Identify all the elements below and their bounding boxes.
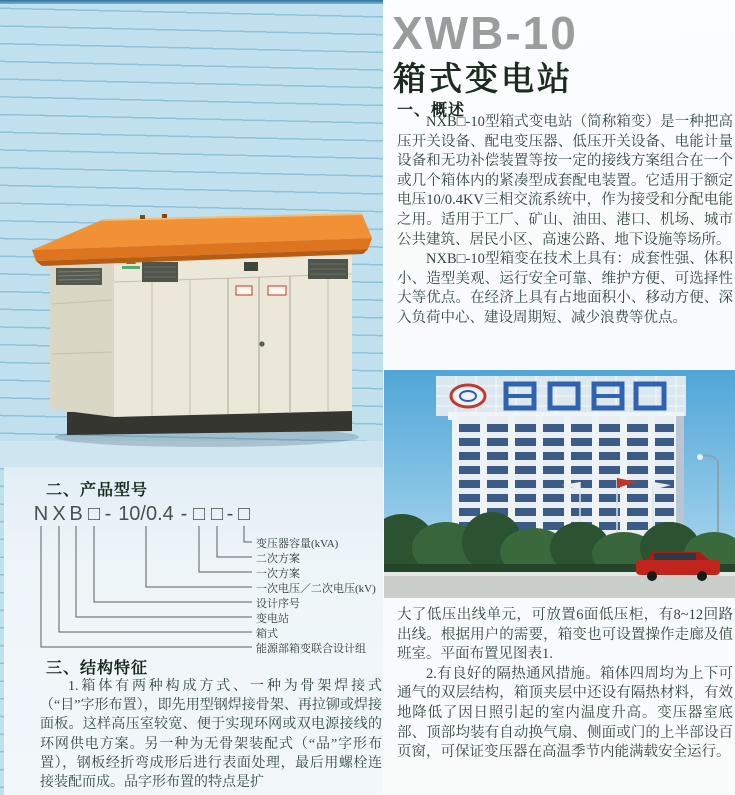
side-vent-grille [56, 268, 102, 285]
warning-label [268, 286, 286, 295]
model-code-part: - [180, 503, 188, 525]
model-code-part: - [104, 503, 112, 525]
model-code-part: B [69, 503, 83, 525]
nameplate [244, 262, 258, 271]
structure-paragraph: 1.箱体有两种构成方式、一种为骨架焊接式（“目”字形布置），即先用型钢焊接骨架、再拉铆或焊接面板。这样高压室较宽、便于实现环网或双电源接线的环网供电方案。另一种为无骨架装配式（“品”字形布置），钢板经折弯成形后进行表面处理，最后用螺栓连接装配而成。品字形布置的特点是扩 [40, 679, 382, 791]
model-label: 一次电压／二次电压(kV) [256, 583, 376, 595]
model-code-part: □ [210, 503, 224, 525]
model-code-part: N [33, 503, 49, 525]
model-code-part: X [52, 503, 66, 525]
model-label: 设计序号 [256, 598, 300, 610]
model-label: 一次方案 [256, 568, 300, 580]
model-label: 箱式 [256, 628, 278, 640]
model-label: 变压器容量(kVA) [256, 538, 339, 550]
front-left-vent-grille [142, 262, 178, 282]
building-photo [384, 370, 735, 598]
product-model-heading: 二、产品型号 [46, 482, 149, 499]
model-code-part: 10/0.4 [118, 503, 174, 525]
overview-paragraph-1: NXB□-10型箱式变电站（简称箱变）是一种把高压开关设备、配电变压器、低压开关设备、电能计量设备和无功补偿装置等按一定的接线方案组合在一个或几个箱体内的紧凑型成套配电装置。它适用于额定电压10/0.4KV三相交流系统中，作为接受和分配电能之用。适用于工厂、矿山、油田、港口、机场、城市公共建筑、居民小区、高速公路、地下设施等场所。 [397, 114, 733, 248]
door-handle [259, 341, 264, 346]
structure-heading: 三、结构特征 [46, 660, 149, 677]
model-code-part: □ [87, 503, 101, 525]
model-label: 能源部箱变联合设计组 [256, 643, 366, 655]
road [384, 576, 735, 598]
model-code [34, 503, 250, 525]
model-code-part: □ [237, 503, 251, 525]
model-code-part: □ [192, 503, 206, 525]
model-label: 变电站 [256, 613, 289, 625]
front-right-vent-grille [308, 259, 348, 279]
top-edge-strip [0, 0, 383, 4]
model-label: 二次方案 [256, 553, 300, 565]
overview-heading: 一、概述 [397, 102, 466, 119]
overview-paragraph-2: NXB□-10型箱变在技术上具有：成套性强、体积小、造型美观、运行安全可靠、维护方便、可选择性大等优点。在经济上具有占地面积小、移动方便、深入负荷中心、建设周期短、减少浪费等优点。 [397, 251, 733, 326]
page-subtitle: 箱式变电站 [393, 60, 573, 97]
substation-photo [22, 204, 374, 450]
rooftop-sign [436, 376, 686, 416]
page-title: XWB-10 [392, 7, 578, 59]
continuation-paragraph-2: 2.有良好的隔热通风措施。箱体四周均为上下可通气的双层结构，箱顶夹层中还设有隔热材料，有效地降低了因日照引起的室内温度升高。变压器室底部、顶部均装有自动换气扇、侧面或门的上半部设百页窗，可保证变压器在高温季节内能满载安全运行。 [397, 665, 733, 761]
model-code-part: - [226, 503, 234, 525]
model-connector-lines [41, 526, 252, 647]
warning-label [236, 286, 252, 295]
continuation-paragraph-1: 大了低压出线单元，可放置6面低压柜，有8~12回路出线。根据用户的需要，箱变也可设置操作走廊及值班室。平面布置见图表1. [397, 607, 733, 663]
